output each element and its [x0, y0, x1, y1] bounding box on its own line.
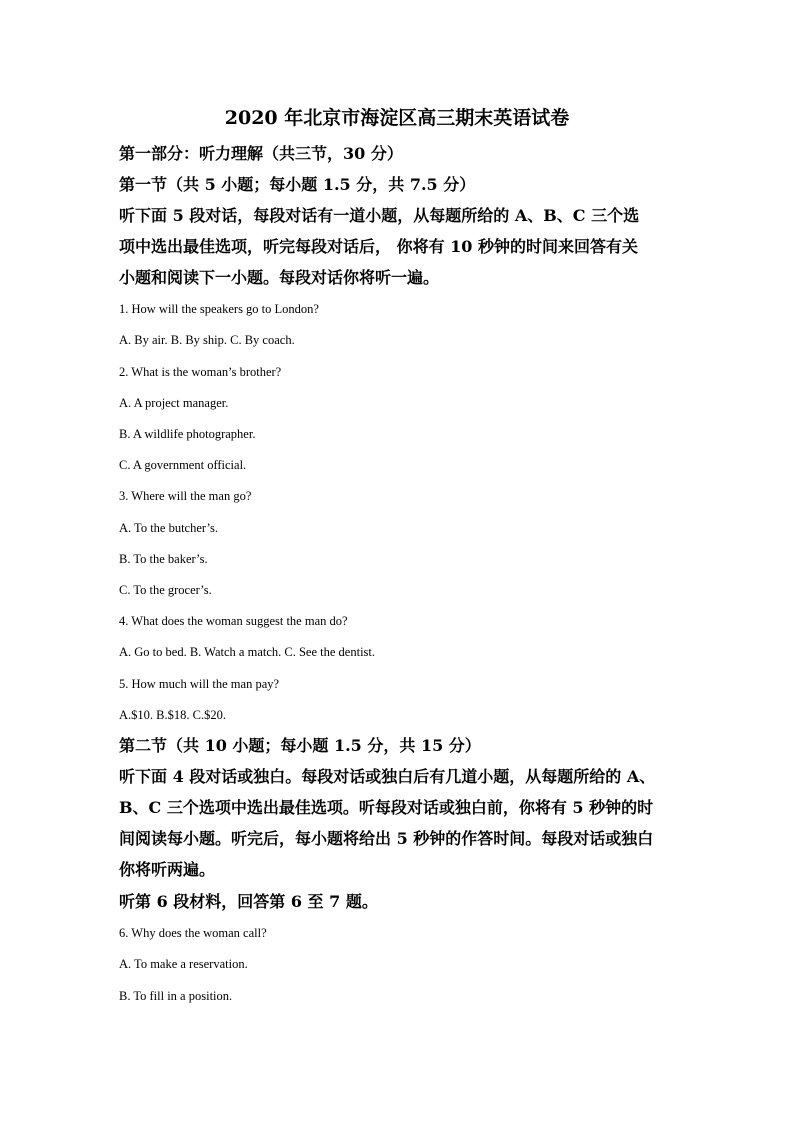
section1-heading: 第一节（共 5 小题；每小题 1.5 分，共 7.5 分）	[119, 175, 476, 194]
part1-heading: 第一部分：听力理解（共三节，30 分）	[119, 144, 403, 163]
question-2-option-b: B. A wildlife photographer.	[119, 427, 256, 441]
question-2: 2. What is the woman’s brother?	[119, 365, 282, 379]
section2-instruction-line: B、C 三个选项中选出最佳选项。听每段对话或独白前，你将有 5 秒钟的时	[119, 798, 654, 817]
section1-instruction-line: 小题和阅读下一小题。每段对话你将听一遍。	[119, 268, 440, 287]
question-6-option-a: A. To make a reservation.	[119, 957, 248, 971]
question-6-option-b: B. To fill in a position.	[119, 989, 233, 1003]
section2-instruction-line: 听下面 4 段对话或独白。每段对话或独白后有几道小题，从每题所给的 A、	[119, 767, 656, 786]
question-6: 6. Why does the woman call?	[119, 926, 267, 940]
question-5: 5. How much will the man pay?	[119, 677, 280, 691]
section2-instruction-line: 间阅读每小题。听完后，每小题将给出 5 秒钟的作答时间。每段对话或独白	[119, 829, 654, 848]
question-5-options: A.$10. B.$18. C.$20.	[119, 708, 226, 722]
section1-instruction-line: 项中选出最佳选项，听完每段对话后， 你将有 10 秒钟的时间来回答有关	[119, 237, 638, 256]
question-2-option-c: C. A government official.	[119, 458, 247, 472]
section1-instruction-line: 听下面 5 段对话，每段对话有一道小题，从每题所给的 A、B、C 三个选	[119, 206, 640, 225]
question-4: 4. What does the woman suggest the man do?	[119, 614, 348, 628]
question-3-option-c: C. To the grocer’s.	[119, 583, 212, 597]
question-1-options: A. By air. B. By ship. C. By coach.	[119, 333, 295, 347]
section2-instruction-line: 你将听两遍。	[119, 860, 216, 879]
question-3: 3. Where will the man go?	[119, 489, 252, 503]
section2-heading: 第二节（共 10 小题；每小题 1.5 分，共 15 分）	[119, 736, 481, 755]
question-3-option-a: A. To the butcher’s.	[119, 521, 218, 535]
question-2-option-a: A. A project manager.	[119, 396, 229, 410]
question-1: 1. How will the speakers go to London?	[119, 302, 319, 316]
material-heading: 听第 6 段材料，回答第 6 至 7 题。	[119, 892, 378, 911]
question-4-options: A. Go to bed. B. Watch a match. C. See the dentist.	[119, 645, 376, 659]
question-3-option-b: B. To the baker’s.	[119, 552, 208, 566]
document-title: 2020 年北京市海淀区高三期末英语试卷	[224, 107, 570, 129]
